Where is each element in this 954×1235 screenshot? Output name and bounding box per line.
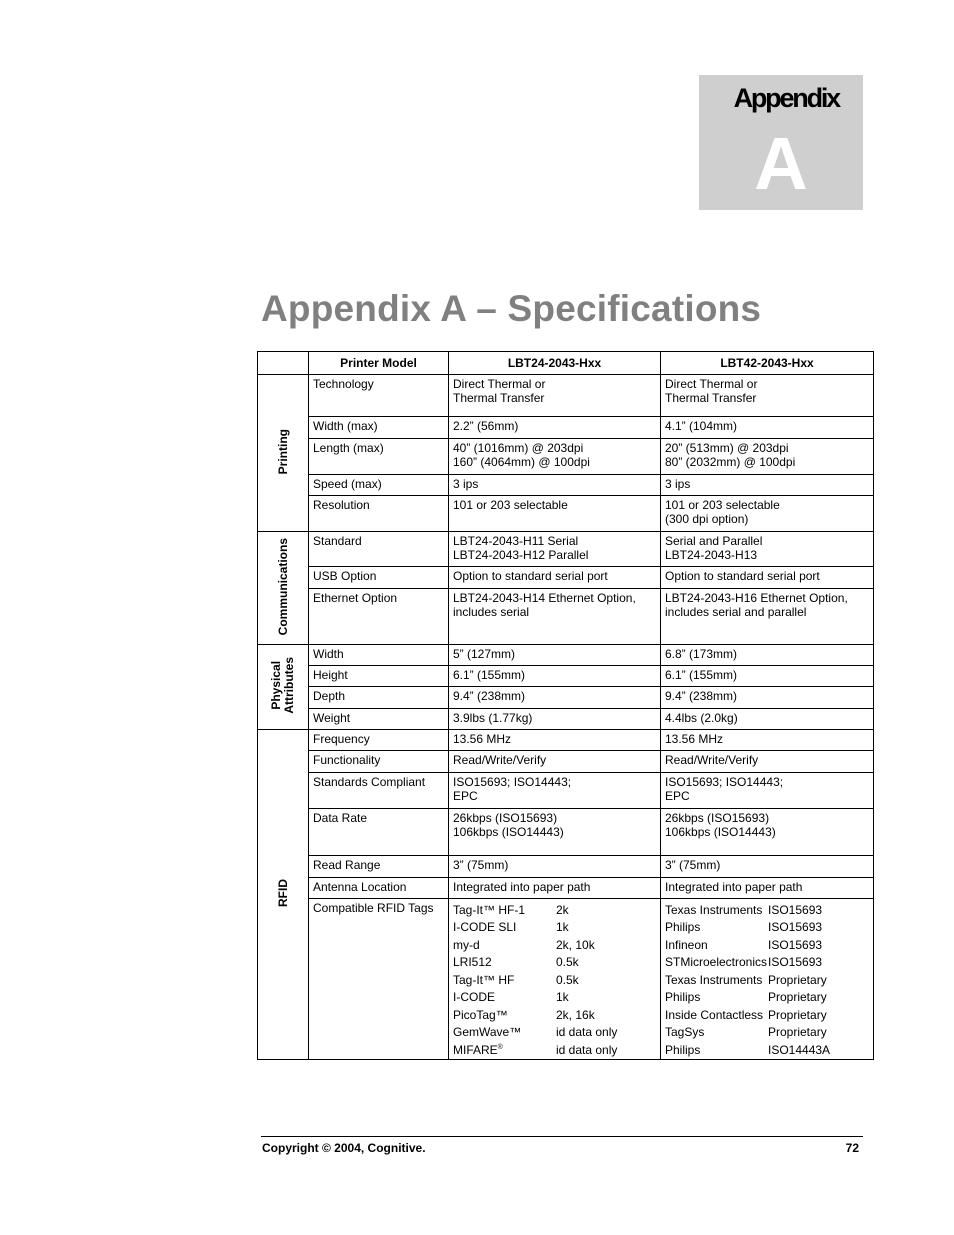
row-label: Frequency [313, 732, 370, 746]
row-label: Compatible RFID Tags [313, 901, 434, 915]
tag-value: ISO15693 [768, 920, 823, 935]
tag-name: Texas Instruments [665, 972, 763, 987]
lbt42-cell [661, 496, 874, 532]
section-cell [258, 645, 309, 730]
tag-name: Texas Instruments [665, 902, 763, 917]
lbt42-cell [661, 809, 874, 856]
lbt42-cell [661, 730, 874, 751]
lbt42-value [665, 567, 869, 583]
lbt42-cell [661, 532, 874, 567]
lbt24-value [453, 567, 656, 583]
lbt42-value-line: EPC [665, 789, 690, 803]
row-label-cell [309, 417, 449, 439]
lbt24-value [453, 589, 656, 619]
appendix-tab-word: Appendix [733, 83, 839, 113]
lbt24-value-line: 6.1” (155mm) [453, 668, 526, 682]
table-row [258, 730, 874, 751]
lbt42-value [665, 809, 869, 839]
lbt24-cell [449, 532, 661, 567]
tag-list-item [453, 901, 656, 919]
tag-value: Proprietary [768, 972, 827, 987]
lbt42-value-line: (300 dpi option) [665, 512, 749, 526]
lbt24-cell [449, 687, 661, 709]
lbt42-value-line: 4.4lbs (2.0kg) [665, 711, 738, 725]
lbt42-value [665, 589, 869, 619]
table-row [258, 709, 874, 730]
section-label: Printing [275, 428, 290, 475]
lbt24-value [453, 666, 656, 682]
tag-list-item [665, 919, 869, 937]
tag-name: STMicroelectronics [665, 955, 768, 970]
lbt24-value-line: Read/Write/Verify [453, 753, 547, 767]
table-row [258, 375, 874, 417]
lbt24-value-line: 9.4” (238mm) [453, 689, 526, 703]
lbt24-value [453, 475, 656, 491]
lbt42-cell [661, 417, 874, 439]
lbt42-value-line: 6.8” (173mm) [665, 647, 738, 661]
tag-list-item [665, 1024, 869, 1042]
row-label: Data Rate [313, 811, 368, 825]
lbt24-value-line: 26kbps (ISO15693) [453, 811, 558, 825]
tag-name: I-CODE SLI [453, 920, 517, 935]
lbt24-cell [449, 773, 661, 809]
lbt42-value-line: Thermal Transfer [665, 391, 757, 405]
lbt42-value-line: 20” (513mm) @ 203dpi [665, 441, 789, 455]
lbt42-tags-cell [661, 899, 874, 1060]
row-label-cell [309, 687, 449, 709]
tag-list-item [453, 919, 656, 937]
lbt42-value-line: 13.56 MHz [665, 732, 724, 746]
lbt24-cell [449, 751, 661, 773]
row-label: USB Option [313, 569, 377, 583]
row-label-cell [309, 496, 449, 532]
tag-list [453, 899, 656, 1059]
row-label-cell [309, 666, 449, 687]
lbt42-value-line: 9.4” (238mm) [665, 689, 738, 703]
lbt24-value [453, 687, 656, 703]
lbt24-value [453, 730, 656, 746]
lbt42-value-line: 26kbps (ISO15693) [665, 811, 770, 825]
table-row [258, 751, 874, 773]
tag-list-item [453, 989, 656, 1007]
lbt24-value [453, 709, 656, 725]
row-label-cell [309, 439, 449, 475]
row-label: Width [313, 647, 344, 661]
lbt24-cell [449, 567, 661, 589]
lbt24-cell [449, 645, 661, 666]
tag-list-item [665, 936, 869, 954]
lbt24-value [453, 809, 656, 839]
lbt42-value [665, 475, 869, 491]
lbt24-cell [449, 666, 661, 687]
lbt42-value [665, 496, 869, 526]
lbt24-value-line: 106kbps (ISO14443) [453, 825, 564, 839]
lbt24-value-line: 40” (1016mm) @ 203dpi [453, 441, 584, 455]
row-label: Antenna Location [313, 880, 407, 894]
tag-value: 1k [556, 920, 569, 935]
lbt24-value [453, 856, 656, 872]
lbt24-value-line: 3” (75mm) [453, 858, 509, 872]
tag-list-item [665, 971, 869, 989]
row-label: Speed (max) [313, 477, 382, 491]
row-label: Width (max) [313, 419, 378, 433]
row-label-cell [309, 645, 449, 666]
lbt42-value [665, 730, 869, 746]
lbt24-value [453, 751, 656, 767]
lbt24-value-line: Integrated into paper path [453, 880, 591, 894]
lbt42-value-line: 4.1” (104mm) [665, 419, 738, 433]
lbt24-value-line: includes serial [453, 605, 530, 619]
lbt42-value-line: LBT24-2043-H13 [665, 548, 758, 562]
tag-list-item [665, 954, 869, 972]
section-label: RFID [275, 879, 290, 907]
tag-list-item [453, 936, 656, 954]
lbt42-value [665, 856, 869, 872]
lbt42-cell [661, 687, 874, 709]
tag-value: Proprietary [768, 990, 827, 1005]
row-label-cell [309, 709, 449, 730]
row-label-cell [309, 809, 449, 856]
lbt24-cell [449, 417, 661, 439]
lbt24-value [453, 375, 656, 405]
table-row [258, 475, 874, 496]
tag-value: ISO15693 [768, 937, 823, 952]
tag-list-item [453, 1041, 656, 1059]
row-label-cell [309, 475, 449, 496]
row-label-cell [309, 899, 449, 1060]
lbt24-cell [449, 589, 661, 645]
lbt24-cell [449, 439, 661, 475]
lbt24-value [453, 496, 656, 512]
table-row [258, 589, 874, 645]
row-label: Standards Compliant [313, 775, 426, 789]
section-label: Communications [275, 537, 290, 636]
lbt24-value-line: 13.56 MHz [453, 732, 512, 746]
lbt42-value [665, 375, 869, 405]
lbt24-cell [449, 375, 661, 417]
header-lbt24: LBT24-2043-Hxx [449, 352, 661, 375]
lbt42-cell [661, 709, 874, 730]
tag-list-item [665, 1006, 869, 1024]
table-row [258, 417, 874, 439]
lbt42-value-line: Integrated into paper path [665, 880, 803, 894]
lbt42-value-line: 80” (2032mm) @ 100dpi [665, 455, 796, 469]
lbt42-value [665, 645, 869, 661]
lbt42-cell [661, 439, 874, 475]
lbt42-value-line: 101 or 203 selectable [665, 498, 780, 512]
lbt24-value [453, 878, 656, 894]
row-label-cell [309, 567, 449, 589]
footer-copyright: Copyright © 2004, Cognitive. [262, 1141, 426, 1155]
lbt42-value-line: ISO15693; ISO14443; [665, 775, 784, 789]
lbt24-value-line: LBT24-2043-H14 Ethernet Option, [453, 591, 636, 605]
tag-name: Infineon [665, 937, 708, 952]
lbt24-cell [449, 496, 661, 532]
lbt42-cell [661, 475, 874, 496]
lbt42-cell [661, 773, 874, 809]
appendix-tab-letter: A [754, 122, 808, 205]
tag-value: ISO15693 [768, 902, 823, 917]
tag-value: Proprietary [768, 1025, 827, 1040]
tag-list-item [453, 954, 656, 972]
lbt24-value [453, 532, 656, 562]
lbt24-value-line: Thermal Transfer [453, 391, 545, 405]
lbt42-value-line: 106kbps (ISO14443) [665, 825, 776, 839]
table-row [258, 687, 874, 709]
tag-name: Inside Contactless [665, 1007, 764, 1022]
lbt42-cell [661, 375, 874, 417]
row-label-cell [309, 751, 449, 773]
tag-name: my-d [453, 937, 480, 952]
lbt42-value-line: LBT24-2043-H16 Ethernet Option, [665, 591, 848, 605]
row-label: Technology [313, 377, 374, 391]
table-row [258, 773, 874, 809]
lbt42-value [665, 439, 869, 469]
tag-name: PicoTag™ [453, 1007, 508, 1022]
lbt42-value-line: Direct Thermal or [665, 377, 758, 391]
tag-value: 2k, 10k [556, 937, 595, 952]
row-label-cell [309, 773, 449, 809]
lbt24-cell [449, 730, 661, 751]
tag-list-item [665, 989, 869, 1007]
lbt42-cell [661, 567, 874, 589]
section-cell [258, 532, 309, 645]
section-cell [258, 730, 309, 1060]
row-label: Depth [313, 689, 346, 703]
tag-list-item [665, 901, 869, 919]
row-label: Length (max) [313, 441, 384, 455]
lbt24-value-line: ISO15693; ISO14443; [453, 775, 572, 789]
row-label: Weight [313, 711, 351, 725]
lbt24-value-line: LBT24-2043-H11 Serial [453, 534, 579, 548]
tag-name: Philips [665, 920, 701, 935]
tag-list-item [453, 1006, 656, 1024]
tag-name: Tag-It™ HF [453, 972, 515, 987]
lbt24-value-line: 101 or 203 selectable [453, 498, 568, 512]
lbt42-cell [661, 751, 874, 773]
table-row [258, 439, 874, 475]
tag-value: 2k [556, 902, 569, 917]
row-label-cell [309, 532, 449, 567]
lbt42-value-line: 6.1” (155mm) [665, 668, 738, 682]
lbt42-value [665, 751, 869, 767]
row-label-cell [309, 375, 449, 417]
table-row [258, 532, 874, 567]
row-label: Height [313, 668, 348, 682]
tag-list [665, 899, 869, 1059]
lbt24-tags-cell [449, 899, 661, 1060]
lbt24-value-line: 2.2” (56mm) [453, 419, 519, 433]
lbt24-cell [449, 709, 661, 730]
row-label-cell [309, 856, 449, 878]
tag-value: 2k, 16k [556, 1007, 595, 1022]
lbt42-value [665, 532, 869, 562]
tag-name: MIFARE [453, 1042, 498, 1057]
lbt24-value-line: EPC [453, 789, 478, 803]
tag-value: 0.5k [556, 955, 579, 970]
lbt42-value [665, 709, 869, 725]
registered-mark: ® [497, 1043, 503, 1051]
table-row [258, 645, 874, 666]
header-printer-model: Printer Model [309, 352, 449, 375]
table-row [258, 878, 874, 899]
lbt42-value-line: includes serial and parallel [665, 605, 807, 619]
lbt24-cell [449, 809, 661, 856]
lbt24-value [453, 439, 656, 469]
lbt24-value-line: 160” (4064mm) @ 100dpi [453, 455, 590, 469]
tag-name: Philips [665, 1042, 701, 1057]
row-label: Standard [313, 534, 362, 548]
lbt24-value [453, 417, 656, 433]
table-row [258, 899, 874, 1060]
row-label-cell [309, 589, 449, 645]
lbt42-value [665, 878, 869, 894]
tag-name: I-CODE [453, 990, 495, 1005]
tag-name: LRI512 [453, 955, 492, 970]
section-label: Physical Attributes [269, 657, 296, 714]
tag-value: id data only [556, 1042, 618, 1057]
lbt42-cell [661, 589, 874, 645]
table-row [258, 856, 874, 878]
lbt42-value-line: Read/Write/Verify [665, 753, 759, 767]
tag-name: Philips [665, 990, 701, 1005]
lbt42-value-line: 3 ips [665, 477, 691, 491]
lbt42-value [665, 687, 869, 703]
lbt42-cell [661, 856, 874, 878]
footer-page-number: 72 [845, 1141, 859, 1155]
lbt24-value-line: LBT24-2043-H12 Parallel [453, 548, 589, 562]
tag-list-item [453, 1024, 656, 1042]
lbt42-cell [661, 645, 874, 666]
section-cell [258, 375, 309, 532]
tag-value: Proprietary [768, 1007, 827, 1022]
table-row [258, 567, 874, 589]
footer-rule [261, 1136, 863, 1137]
tag-name-cell [453, 1043, 556, 1057]
tag-name: Tag-It™ HF-1 [453, 902, 526, 917]
row-label: Read Range [313, 858, 381, 872]
tag-value: id data only [556, 1025, 618, 1040]
table-row [258, 666, 874, 687]
lbt24-cell [449, 475, 661, 496]
lbt42-cell [661, 666, 874, 687]
tag-value: 0.5k [556, 972, 579, 987]
tag-value: ISO15693 [768, 955, 823, 970]
row-label: Resolution [313, 498, 370, 512]
appendix-tab [699, 75, 863, 210]
lbt42-value [665, 666, 869, 682]
tag-name: TagSys [665, 1025, 705, 1040]
tag-value: ISO14443A [768, 1042, 831, 1057]
lbt42-cell [661, 878, 874, 899]
lbt24-value-line: Option to standard serial port [453, 569, 608, 583]
lbt42-value-line: Serial and Parallel [665, 534, 763, 548]
table-header-row [258, 352, 874, 375]
lbt24-value [453, 773, 656, 803]
tag-name: GemWave™ [453, 1025, 522, 1040]
table-row [258, 809, 874, 856]
lbt24-value-line: 5” (127mm) [453, 647, 516, 661]
header-section [258, 352, 309, 375]
tag-list-item [665, 1041, 869, 1059]
table-row [258, 496, 874, 532]
page-title: Appendix A – Specifications [261, 288, 762, 329]
header-lbt42: LBT42-2043-Hxx [661, 352, 874, 375]
lbt42-value-line: Option to standard serial port [665, 569, 820, 583]
lbt42-value [665, 417, 869, 433]
lbt24-cell [449, 856, 661, 878]
lbt24-value-line: 3.9lbs (1.77kg) [453, 711, 533, 725]
lbt42-value-line: 3” (75mm) [665, 858, 721, 872]
row-label-cell [309, 730, 449, 751]
lbt24-value-line: 3 ips [453, 477, 479, 491]
tag-value: 1k [556, 990, 569, 1005]
row-label-cell [309, 878, 449, 899]
lbt24-value [453, 645, 656, 661]
tag-list-item [453, 971, 656, 989]
lbt42-value [665, 773, 869, 803]
row-label: Functionality [313, 753, 381, 767]
lbt24-cell [449, 878, 661, 899]
specifications-table [257, 351, 874, 1060]
row-label: Ethernet Option [313, 591, 398, 605]
lbt24-value-line: Direct Thermal or [453, 377, 546, 391]
